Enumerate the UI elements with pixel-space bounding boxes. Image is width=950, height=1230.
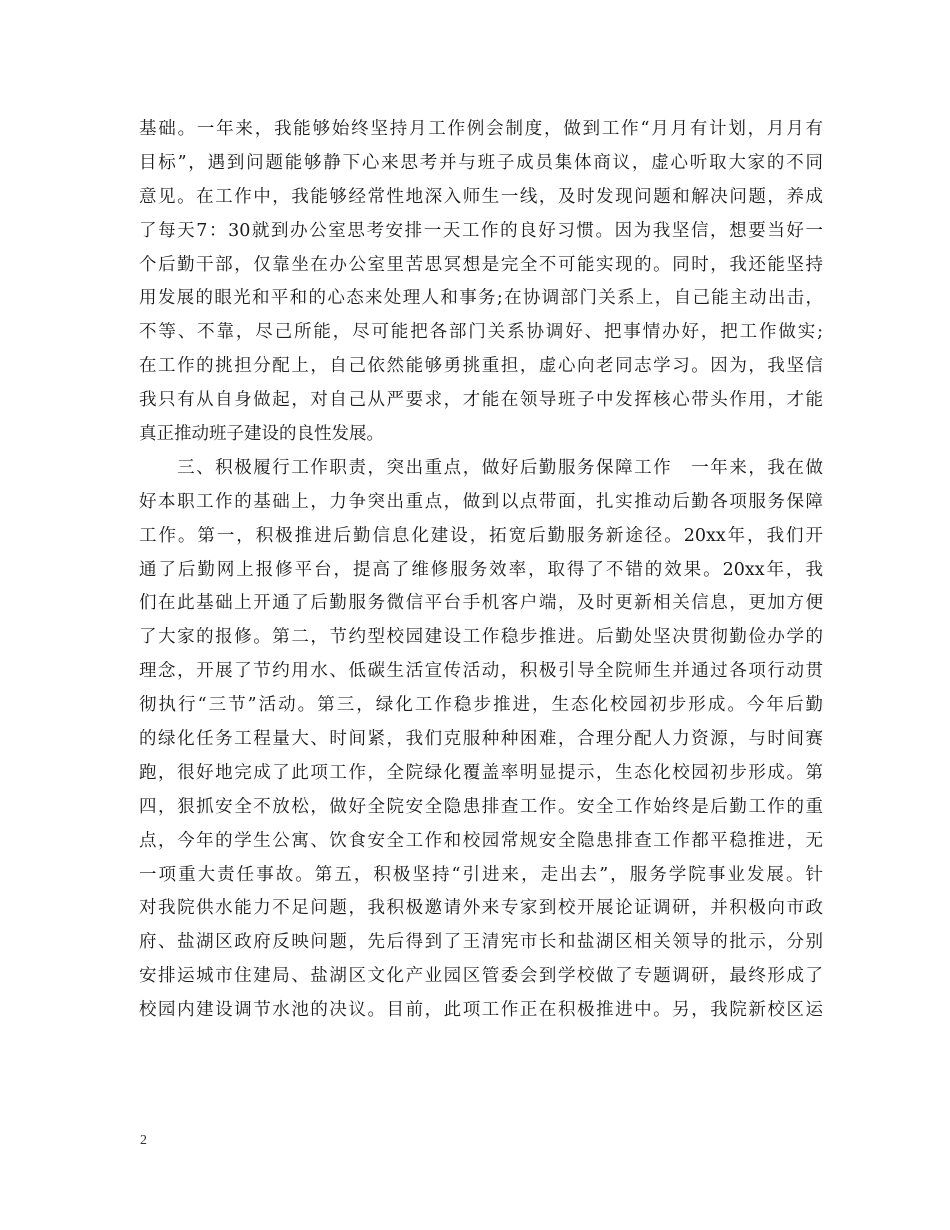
body-text <box>139 113 823 1028</box>
text-line-17: 理念，开展了节约用水、低碳生活宣传活动，积极引导全院师生并通过各项行动贯 <box>139 661 823 682</box>
text-line-6: 用发展的眼光和平和的心态来处理人和事务;在协调部门关系上，自己能主动出击， <box>139 288 823 309</box>
text-line-1: 基础。一年来，我能够始终坚持月工作例会制度，做到工作“月月有计划，月月有 <box>139 119 823 139</box>
page-number: 2 <box>140 1133 147 1148</box>
text-line-27: 校园内建设调节水池的决议。目前，此项工作正在积极推进中。另，我院新校区运 <box>139 1000 823 1021</box>
text-line-20: 跑，很好地完成了此项工作，全院绿化覆盖率明显提示，生态化校园初步形成。第 <box>139 762 823 783</box>
text-line-5: 个后勤干部，仅靠坐在办公室里苦思冥想是完全不可能实现的。同时，我还能坚持 <box>139 254 823 275</box>
text-line-2: 目标”，遇到问题能够静下心来思考并与班子成员集体商议，虚心听取大家的不同 <box>139 152 823 173</box>
text-line-18: 彻执行“三节”活动。第三，绿化工作稳步推进，生态化校园初步形成。今年后勤 <box>139 695 823 716</box>
text-line-13: 工作。第一，积极推进后勤信息化建设，拓宽后勤服务新途径。20xx年，我们开 <box>139 525 823 546</box>
text-line-19: 的绿化任务工程量大、时间紧，我们克服种种困难，合理分配人力资源，与时间赛 <box>139 729 823 750</box>
text-line-9: 我只有从自身做起，对自己从严要求，才能在领导班子中发挥核心带头作用，才能 <box>139 390 823 411</box>
text-line-3: 意见。在工作中，我能够经常性地深入师生一线，及时发现问题和解决问题，养成 <box>139 186 823 207</box>
text-line-7: 不等、不靠，尽己所能，尽可能把各部门关系协调好、把事情办好，把工作做实; <box>139 322 823 343</box>
text-line-21: 四，狠抓安全不放松，做好全院安全隐患排查工作。安全工作始终是后勤工作的重 <box>139 796 823 817</box>
text-line-11: 三、积极履行工作职责，突出重点，做好后勤服务保障工作 一年来，我在做 <box>139 457 823 478</box>
text-line-23: 一项重大责任事故。第五，积极坚持“引进来，走出去”，服务学院事业发展。针 <box>139 864 823 885</box>
text-line-8: 在工作的挑担分配上，自己依然能够勇挑重担，虚心向老同志学习。因为，我坚信 <box>139 356 823 377</box>
text-line-15: 们在此基础上开通了后勤服务微信平台手机客户端，及时更新相关信息，更加方便 <box>139 593 823 614</box>
text-line-24: 对我院供水能力不足问题，我积极邀请外来专家到校开展论证调研，并积极向市政 <box>139 898 823 919</box>
text-line-26: 安排运城市住建局、盐湖区文化产业园区管委会到学校做了专题调研，最终形成了 <box>139 966 823 987</box>
text-line-16: 了大家的报修。第二，节约型校园建设工作稳步推进。后勤处坚决贯彻勤俭办学的 <box>139 627 823 648</box>
text-line-12: 好本职工作的基础上，力争突出重点，做到以点带面，扎实推动后勤各项服务保障 <box>139 491 823 512</box>
text-line-22: 点，今年的学生公寓、饮食安全工作和校园常规安全隐患排查工作都平稳推进，无 <box>139 830 823 851</box>
text-line-10: 真正推动班子建设的良性发展。 <box>139 424 384 445</box>
text-line-25: 府、盐湖区政府反映问题，先后得到了王清宪市长和盐湖区相关领导的批示，分别 <box>139 932 823 953</box>
text-line-14: 通了后勤网上报修平台，提高了维修服务效率，取得了不错的效果。20xx年，我 <box>139 559 823 580</box>
text-line-4: 了每天7：30就到办公室思考安排一天工作的良好习惯。因为我坚信，想要当好一 <box>139 220 823 241</box>
